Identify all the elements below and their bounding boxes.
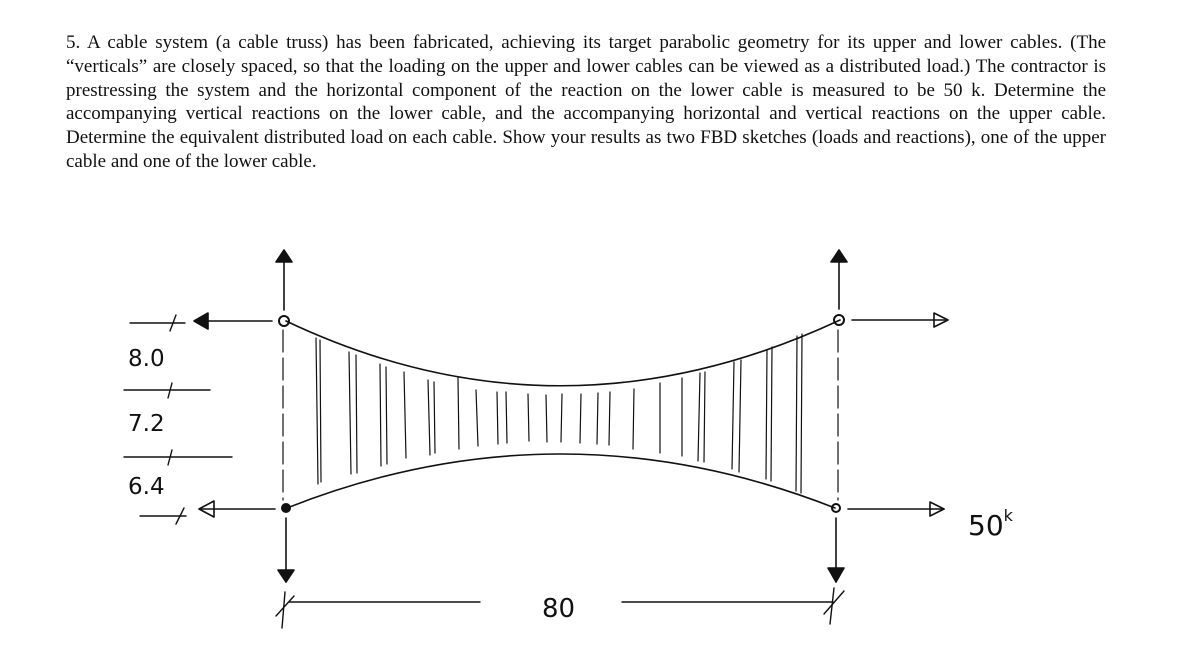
problem-number: 5. (66, 32, 81, 53)
span-label: 80 (542, 594, 576, 624)
lower-right-vertical-arrow (828, 518, 844, 582)
force-label (968, 506, 1014, 542)
force-value: 50 (968, 509, 1004, 542)
lower-cable (287, 454, 835, 508)
upper-left-reaction-arrow (276, 250, 292, 310)
verticals (316, 334, 802, 493)
lower-left-vertical-arrow (278, 518, 294, 582)
upper-right-horizontal-arrow (852, 313, 948, 327)
dim-bottom-label: 6.4 (128, 474, 165, 500)
lower-left-horizontal-arrow (199, 501, 275, 517)
upper-right-reaction-arrow (831, 250, 847, 309)
upper-left-horizontal-arrow (194, 313, 272, 329)
lower-right-horizontal-arrow (848, 502, 944, 516)
problem-text: A cable system (a cable truss) has been fabricated, achieving its target parabolic geometry for its upper and lower cables. (The “verticals” are closely spaced, so that the loading on the upper and lower cables can be viewed as a distributed load.) The contractor is prestressing the system and the horizontal component of the reaction on the lower cable is measured to be 50 k. Determine the accompanying vertical reactions on the lower cable, and the accompanying horizontal and vertical reactions on the upper cable. Determine the equivalent distributed load on each cable. Show your results as two FBD sketches (loads and reactions), one of the upper cable and one of the lower cable. (66, 32, 1106, 172)
lower-left-node (282, 504, 290, 512)
force-unit: k (1003, 506, 1013, 525)
dim-middle-label: 7.2 (128, 411, 165, 437)
dim-top-label: 8.0 (128, 346, 165, 372)
upper-cable (286, 320, 840, 386)
